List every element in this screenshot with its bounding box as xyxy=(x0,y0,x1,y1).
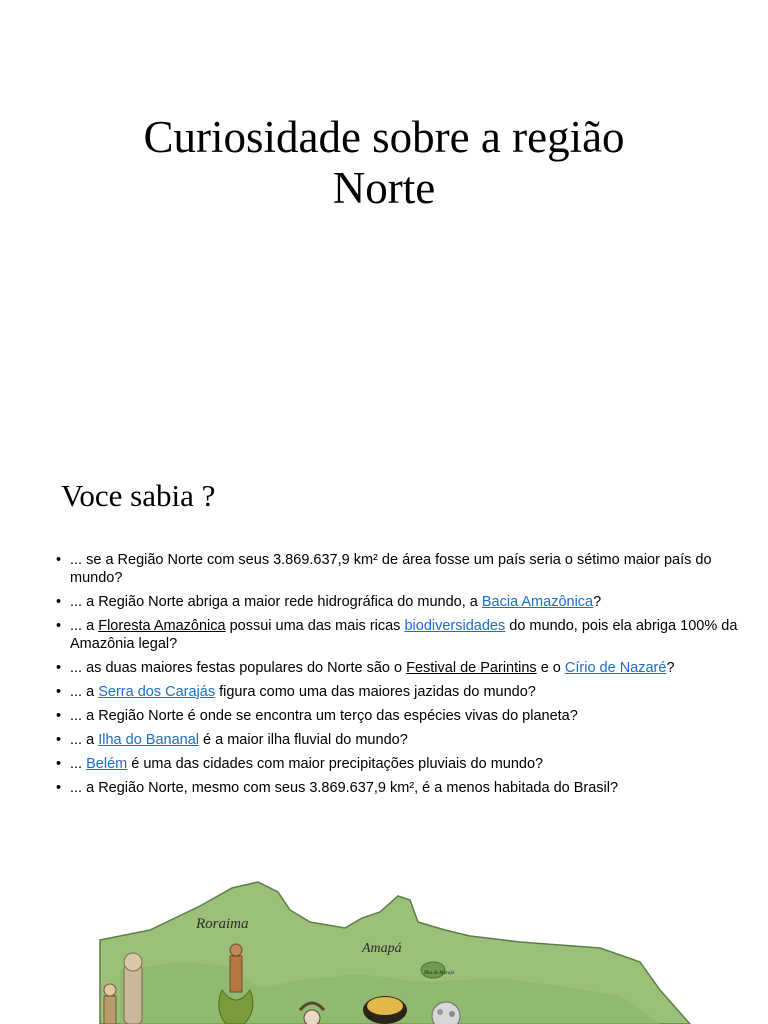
fact-text: do mundo, pois ela abriga 100% da Amazônia legal? xyxy=(70,618,738,652)
fact-text: ... a Região Norte, mesmo com seus 3.869.637,9 km², é a menos habitada do Brasil? xyxy=(70,780,619,796)
totem-figure xyxy=(124,953,142,1024)
slide-title xyxy=(60,112,708,214)
bullet-marker: • xyxy=(56,732,62,748)
fact-text: ? xyxy=(666,660,675,676)
fact-item xyxy=(56,779,746,797)
fact-text: e o xyxy=(536,660,565,676)
fact-item xyxy=(56,617,746,653)
fact-link[interactable]: Serra dos Carajás xyxy=(98,684,216,700)
bullet-marker: • xyxy=(56,756,62,772)
fact-text: ... xyxy=(70,756,87,772)
bullet-marker: • xyxy=(56,684,62,700)
bullet-marker: • xyxy=(56,618,62,634)
fact-item xyxy=(56,659,746,677)
fact-text: ... a Região Norte abriga a maior rede hidrográfica do mundo, a xyxy=(70,594,482,610)
fact-link[interactable]: Belém xyxy=(86,756,128,772)
fact-text: figura como uma das maiores jazidas do mundo? xyxy=(215,684,536,700)
fact-item xyxy=(56,551,746,587)
map-label-amapa: Amapá xyxy=(362,941,402,956)
fact-underlined-term: Festival de Parintins xyxy=(406,660,537,676)
bullet-marker: • xyxy=(56,780,62,796)
slide-title-line-2: Norte xyxy=(332,163,436,213)
bullet-marker: • xyxy=(56,594,62,610)
fact-list xyxy=(56,551,746,803)
slide-title-line-1: Curiosidade sobre a região xyxy=(143,112,625,162)
fact-text: ... a xyxy=(70,618,99,634)
fact-item xyxy=(56,755,746,773)
fact-link[interactable]: Bacia Amazônica xyxy=(481,594,594,610)
map-label-island: Ilha de Marajó xyxy=(424,971,455,976)
fact-item xyxy=(56,593,746,611)
fact-link[interactable]: biodiversidades xyxy=(404,618,506,634)
fact-text: é uma das cidades com maior precipitações pluviais do mundo? xyxy=(127,756,544,772)
north-region-map xyxy=(0,870,768,1024)
map-label-roraima: Roraima xyxy=(196,916,249,932)
bullet-marker: • xyxy=(56,660,62,676)
fact-text: ... a xyxy=(70,684,99,700)
title-slide xyxy=(0,0,768,432)
fact-item xyxy=(56,707,746,725)
fact-underlined-term: Floresta Amazônica xyxy=(98,618,226,634)
fact-text: ? xyxy=(593,594,602,610)
fact-text: ... a xyxy=(70,732,99,748)
fact-item xyxy=(56,683,746,701)
fact-text: ... as duas maiores festas populares do Norte são o xyxy=(70,660,407,676)
fact-text: é a maior ilha fluvial do mundo? xyxy=(199,732,408,748)
content-slide xyxy=(0,456,768,888)
fact-item xyxy=(56,731,746,749)
fact-text: ... se a Região Norte com seus 3.869.637,9 km² de área fosse um país seria o sétimo maior país do mundo? xyxy=(70,552,712,586)
explorer-figure xyxy=(104,984,116,1024)
fact-link[interactable]: Círio de Nazaré xyxy=(564,660,667,676)
fact-text: ... a Região Norte é onde se encontra um terço das espécies vivas do planeta? xyxy=(70,708,578,724)
fact-link[interactable]: Ilha do Bananal xyxy=(98,732,199,748)
bullet-marker: • xyxy=(56,552,62,568)
fact-text: possui uma das mais ricas xyxy=(225,618,405,634)
content-slide-heading: Voce sabia ? xyxy=(61,478,216,513)
food-bowl-icon xyxy=(363,996,407,1024)
bullet-marker: • xyxy=(56,708,62,724)
